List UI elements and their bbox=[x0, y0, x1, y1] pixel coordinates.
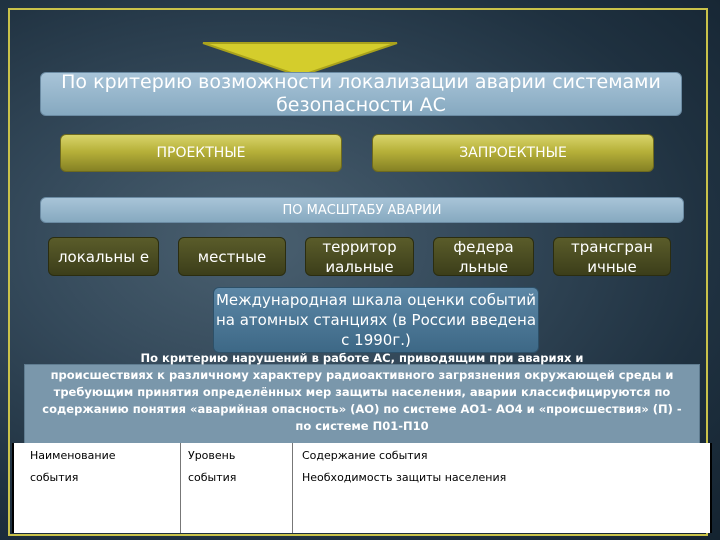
category-projected-label: ПРОЕКТНЫЕ bbox=[156, 145, 246, 161]
scale-item-label: трансгран ичные bbox=[571, 237, 653, 276]
info-heading: По критерию нарушений в работе АС, приводящим при авариях и bbox=[140, 351, 584, 365]
scale-item-transboundary bbox=[553, 237, 671, 276]
table-divider bbox=[180, 443, 181, 533]
scale-item-label: локальны е bbox=[57, 247, 150, 266]
table-border bbox=[710, 443, 712, 533]
scale-item-local bbox=[48, 237, 159, 276]
table-header-cell: Содержание события bbox=[302, 449, 428, 462]
scale-header-label: ПО МАСШТАБУ АВАРИИ bbox=[282, 202, 442, 218]
international-scale-text: Международная шкала оценки событий на атомных станциях (в России введена с 1990г.) bbox=[215, 291, 537, 349]
table-cell: Необходимость защиты населения bbox=[302, 471, 507, 484]
scale-item-federal bbox=[433, 237, 534, 276]
scale-item-label: территор иальные bbox=[322, 237, 397, 276]
scale-item-label: федера льные bbox=[453, 237, 514, 276]
category-beyond-design bbox=[372, 134, 654, 172]
title-box bbox=[40, 72, 682, 116]
scale-item-territorial bbox=[305, 237, 414, 276]
event-table bbox=[12, 443, 712, 533]
table-border bbox=[12, 443, 14, 533]
table-divider bbox=[292, 443, 293, 533]
category-projected bbox=[60, 134, 342, 172]
title-text: По критерию возможности локализации аварии системами безопасности АС bbox=[61, 71, 661, 116]
category-beyond-design-label: ЗАПРОЕКТНЫЕ bbox=[459, 145, 567, 161]
table-cell: события bbox=[188, 471, 237, 484]
scale-header bbox=[40, 197, 684, 223]
info-text: происшествиях к различному характеру радиоактивного загрязнения окружающей среды и требующим принятия определённых мер защиты населения, аварии классифицируются по содержанию понятия «аварийная опасность» (АО) по системе АО1- АО4 и «происшествия» (П) - по системе П01-П10 bbox=[42, 368, 682, 433]
table-cell: события bbox=[30, 471, 79, 484]
table-header-cell: Уровень bbox=[188, 449, 236, 462]
info-box bbox=[24, 364, 700, 444]
table-header-cell: Наименование bbox=[30, 449, 116, 462]
international-scale-box bbox=[213, 287, 539, 353]
scale-item-regional bbox=[178, 237, 286, 276]
scale-item-label: местные bbox=[197, 247, 267, 266]
